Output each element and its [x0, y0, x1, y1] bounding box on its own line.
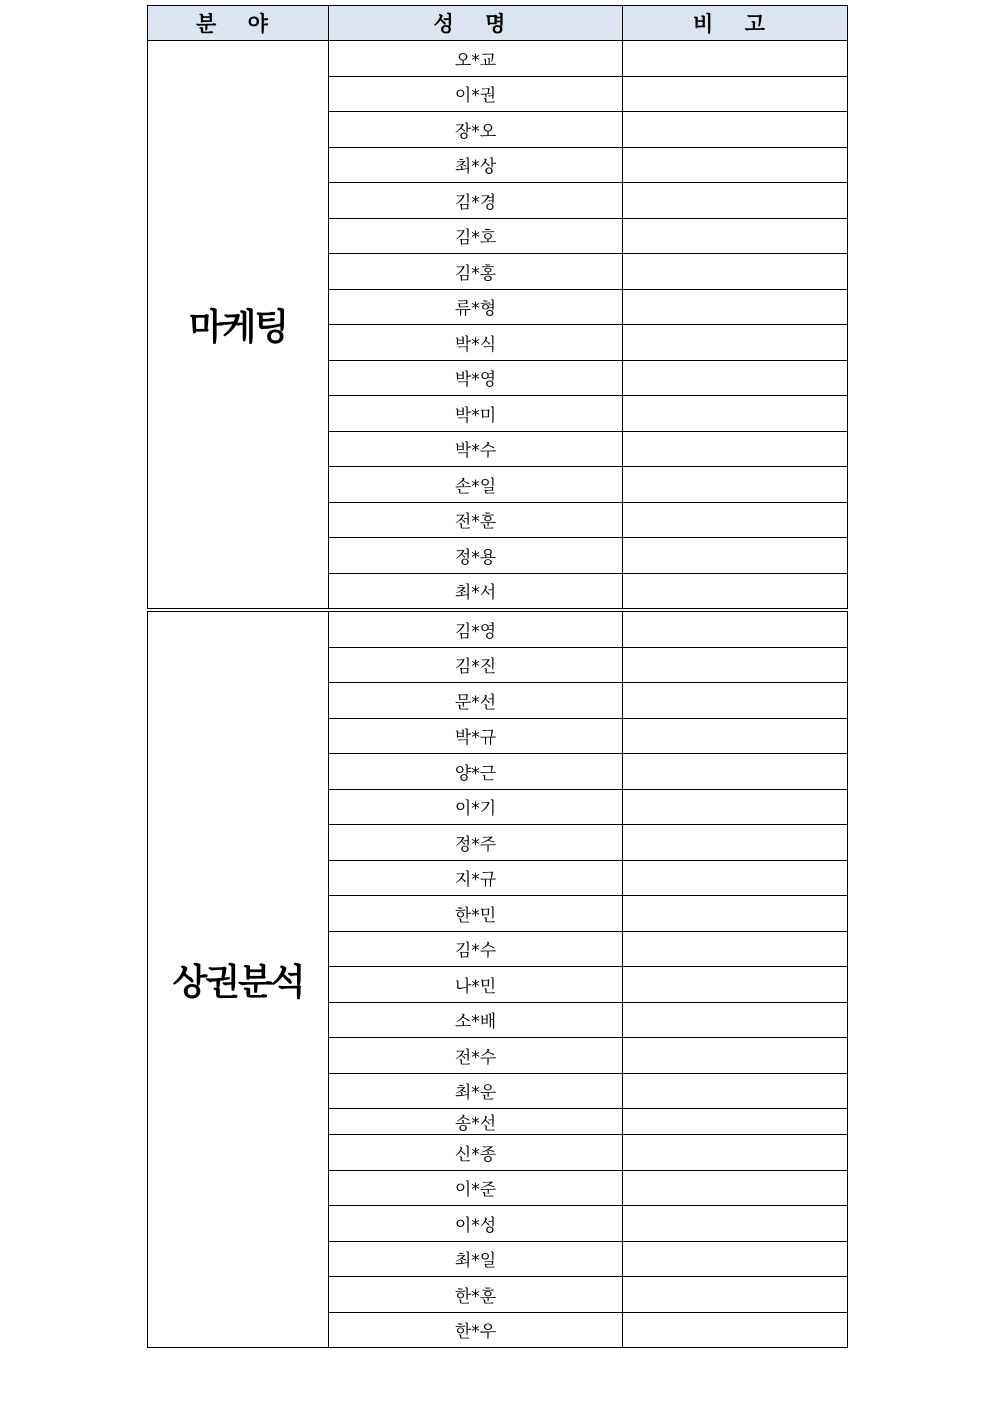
name-cell: 박*영: [329, 360, 623, 396]
name-cell: 박*미: [329, 396, 623, 432]
note-cell: [623, 1206, 848, 1242]
note-cell: [623, 896, 848, 932]
note-cell: [623, 396, 848, 432]
note-cell: [623, 431, 848, 467]
name-cell: 정*용: [329, 538, 623, 574]
name-cell: 이*준: [329, 1170, 623, 1206]
note-cell: [623, 1002, 848, 1038]
name-cell: 장*오: [329, 112, 623, 148]
note-cell: [623, 825, 848, 861]
name-cell: 나*민: [329, 967, 623, 1003]
name-cell: 문*선: [329, 683, 623, 719]
name-cell: 전*훈: [329, 502, 623, 538]
name-cell: 김*홍: [329, 254, 623, 290]
roster-table: [147, 5, 848, 1348]
name-cell: 김*수: [329, 931, 623, 967]
note-cell: [623, 76, 848, 112]
note-cell: [623, 147, 848, 183]
name-cell: 한*민: [329, 896, 623, 932]
name-cell: 소*배: [329, 1002, 623, 1038]
name-cell: 최*운: [329, 1073, 623, 1109]
name-cell: 류*형: [329, 289, 623, 325]
note-cell: [623, 754, 848, 790]
name-cell: 이*권: [329, 76, 623, 112]
name-cell: 김*영: [329, 610, 623, 647]
note-cell: [623, 610, 848, 647]
field-cell: 상권분석: [148, 610, 329, 1348]
name-cell: 박*수: [329, 431, 623, 467]
name-cell: 박*식: [329, 325, 623, 361]
table-row: [148, 41, 848, 77]
name-cell: 이*기: [329, 789, 623, 825]
note-cell: [623, 289, 848, 325]
name-cell: 신*종: [329, 1135, 623, 1171]
note-cell: [623, 218, 848, 254]
header-field: 분 야: [148, 6, 329, 41]
note-cell: [623, 1170, 848, 1206]
note-cell: [623, 538, 848, 574]
name-cell: 최*상: [329, 147, 623, 183]
name-cell: 오*교: [329, 41, 623, 77]
note-cell: [623, 1073, 848, 1109]
note-cell: [623, 254, 848, 290]
note-cell: [623, 718, 848, 754]
name-cell: 양*근: [329, 754, 623, 790]
note-cell: [623, 789, 848, 825]
note-cell: [623, 1135, 848, 1171]
note-cell: [623, 467, 848, 503]
note-cell: [623, 183, 848, 219]
group-commercial-analysis: [148, 610, 848, 1348]
header-note: 비 고: [623, 6, 848, 41]
note-cell: [623, 112, 848, 148]
note-cell: [623, 573, 848, 610]
group-marketing: [148, 41, 848, 611]
note-cell: [623, 1312, 848, 1348]
note-cell: [623, 502, 848, 538]
note-cell: [623, 967, 848, 1003]
note-cell: [623, 1109, 848, 1135]
name-cell: 이*성: [329, 1206, 623, 1242]
name-cell: 지*규: [329, 860, 623, 896]
name-cell: 송*선: [329, 1109, 623, 1135]
name-cell: 정*주: [329, 825, 623, 861]
header-row: [148, 6, 848, 41]
note-cell: [623, 683, 848, 719]
note-cell: [623, 360, 848, 396]
name-cell: 김*경: [329, 183, 623, 219]
name-cell: 한*우: [329, 1312, 623, 1348]
note-cell: [623, 325, 848, 361]
name-cell: 박*규: [329, 718, 623, 754]
note-cell: [623, 41, 848, 77]
name-cell: 손*일: [329, 467, 623, 503]
note-cell: [623, 1277, 848, 1313]
note-cell: [623, 1241, 848, 1277]
name-cell: 전*수: [329, 1038, 623, 1074]
name-cell: 최*서: [329, 573, 623, 610]
note-cell: [623, 860, 848, 896]
header-name: 성 명: [329, 6, 623, 41]
table-row: [148, 610, 848, 647]
name-cell: 김*호: [329, 218, 623, 254]
name-cell: 김*진: [329, 647, 623, 683]
name-cell: 최*일: [329, 1241, 623, 1277]
note-cell: [623, 931, 848, 967]
field-cell: 마케팅: [148, 41, 329, 611]
name-cell: 한*훈: [329, 1277, 623, 1313]
note-cell: [623, 1038, 848, 1074]
note-cell: [623, 647, 848, 683]
